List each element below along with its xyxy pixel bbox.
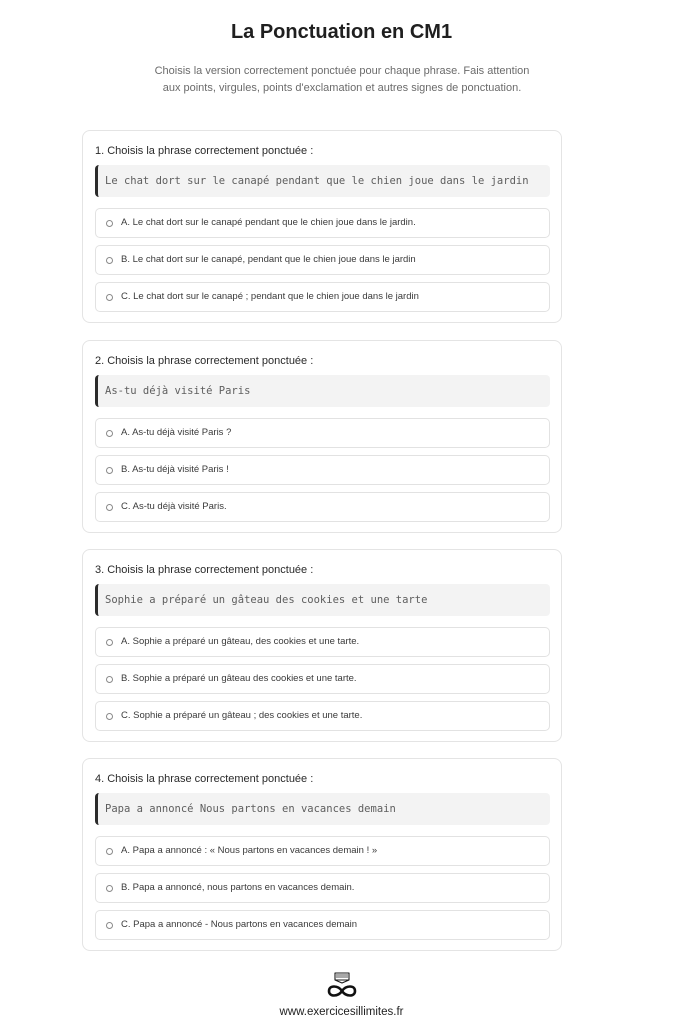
- radio-button[interactable]: [106, 257, 113, 264]
- option-label: C. As-tu déjà visité Paris.: [121, 501, 227, 512]
- option-label: A. Le chat dort sur le canapé pendant que le chien joue dans le jardin.: [121, 217, 416, 228]
- sentence-to-punctuate: Le chat dort sur le canapé pendant que le chien joue dans le jardin: [95, 165, 550, 197]
- question-card-2: [82, 340, 562, 533]
- option-a[interactable]: [95, 418, 550, 448]
- option-b[interactable]: [95, 245, 550, 275]
- question-heading: 3. Choisis la phrase correctement ponctuée :: [95, 564, 314, 576]
- footer-website-url: www.exercicesillimites.fr: [279, 1006, 404, 1018]
- infinity-book-icon: [325, 970, 359, 1000]
- radio-button[interactable]: [106, 294, 113, 301]
- option-label: B. As-tu déjà visité Paris !: [121, 464, 229, 475]
- option-label: B. Le chat dort sur le canapé, pendant que le chien joue dans le jardin: [121, 254, 416, 265]
- intro-text: Choisis la version correctement ponctuée pour chaque phrase. Fais attention aux points, virgules, points d'exclamation et autres signes de ponctuation.: [154, 65, 530, 94]
- option-label: C. Le chat dort sur le canapé ; pendant que le chien joue dans le jardin: [121, 291, 419, 302]
- option-a[interactable]: [95, 627, 550, 657]
- option-b[interactable]: [95, 664, 550, 694]
- option-a[interactable]: [95, 208, 550, 238]
- option-label: B. Sophie a préparé un gâteau des cookies et une tarte.: [121, 673, 357, 684]
- option-c[interactable]: [95, 910, 550, 940]
- question-card-4: [82, 758, 562, 951]
- question-heading: 4. Choisis la phrase correctement ponctuée :: [95, 773, 314, 785]
- radio-button[interactable]: [106, 220, 113, 227]
- option-label: A. As-tu déjà visité Paris ?: [121, 427, 232, 438]
- radio-button[interactable]: [106, 848, 113, 855]
- question-card-1: [82, 130, 562, 323]
- radio-button[interactable]: [106, 885, 113, 892]
- option-c[interactable]: [95, 282, 550, 312]
- question-card-3: [82, 549, 562, 742]
- option-label: B. Papa a annoncé, nous partons en vacances demain.: [121, 882, 355, 893]
- option-c[interactable]: [95, 701, 550, 731]
- radio-button[interactable]: [106, 676, 113, 683]
- sentence-to-punctuate: Papa a annoncé Nous partons en vacances demain: [95, 793, 550, 825]
- radio-button[interactable]: [106, 639, 113, 646]
- radio-button[interactable]: [106, 713, 113, 720]
- sentence-to-punctuate: As-tu déjà visité Paris: [95, 375, 550, 407]
- question-heading: 1. Choisis la phrase correctement ponctuée :: [95, 145, 314, 157]
- radio-button[interactable]: [106, 467, 113, 474]
- option-a[interactable]: [95, 836, 550, 866]
- option-label: C. Sophie a préparé un gâteau ; des cookies et une tarte.: [121, 710, 363, 721]
- option-b[interactable]: [95, 873, 550, 903]
- question-heading: 2. Choisis la phrase correctement ponctuée :: [95, 355, 314, 367]
- page-title: La Ponctuation en CM1: [230, 21, 453, 43]
- option-label: C. Papa a annoncé - Nous partons en vacances demain: [121, 919, 358, 930]
- option-c[interactable]: [95, 492, 550, 522]
- radio-button[interactable]: [106, 504, 113, 511]
- option-b[interactable]: [95, 455, 550, 485]
- option-label: A. Sophie a préparé un gâteau, des cookies et une tarte.: [121, 636, 360, 647]
- option-label: A. Papa a annoncé : « Nous partons en vacances demain ! »: [121, 845, 378, 856]
- radio-button[interactable]: [106, 430, 113, 437]
- radio-button[interactable]: [106, 922, 113, 929]
- sentence-to-punctuate: Sophie a préparé un gâteau des cookies et une tarte: [95, 584, 550, 616]
